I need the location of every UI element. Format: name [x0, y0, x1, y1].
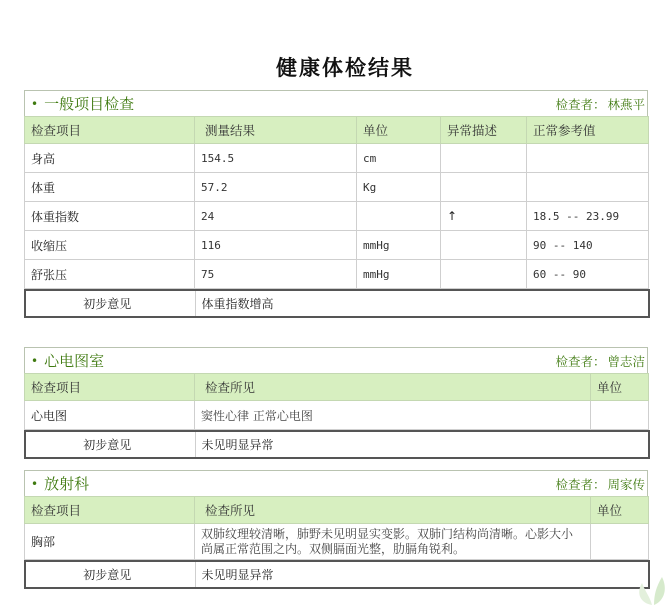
column-header: 检查项目: [25, 117, 195, 144]
table-header-row: [25, 117, 649, 144]
opinion-row: [25, 431, 649, 458]
column-header: 检查所见: [195, 374, 591, 401]
unit-cell: [591, 524, 649, 560]
column-header: 单位: [591, 374, 649, 401]
result-cell: 154.5: [195, 144, 357, 173]
reference-cell: 90 -- 140: [527, 231, 649, 260]
abnormal-cell: [441, 260, 527, 289]
item-cell: 胸部: [25, 524, 195, 560]
item-cell: 体重: [25, 173, 195, 202]
bullet-dot-icon: •: [31, 353, 39, 368]
general-exam-table: [24, 116, 649, 289]
opinion-table: [24, 289, 650, 318]
inspector: 检查者： 周家传: [555, 476, 645, 492]
section-header: [24, 347, 648, 373]
opinion-table: [24, 560, 650, 589]
item-cell: 体重指数: [25, 202, 195, 231]
inspector: 检查者： 曾志洁: [555, 353, 645, 369]
result-cell: 57.2: [195, 173, 357, 202]
reference-cell: [527, 144, 649, 173]
item-cell: 身高: [25, 144, 195, 173]
result-cell: 116: [195, 231, 357, 260]
table-row: [25, 231, 649, 260]
column-header: 检查项目: [25, 497, 195, 524]
unit-cell: Kg: [357, 173, 441, 202]
unit-cell: mmHg: [357, 260, 441, 289]
finding-cell: 双肺纹理较清晰，肺野未见明显实变影。双肺门结构尚清晰。心影大小尚属正常范围之内。双侧膈面光整，肋膈角锐利。: [195, 524, 591, 560]
table-row: [25, 173, 649, 202]
section-header: [24, 90, 648, 116]
opinion-text: 未见明显异常: [195, 431, 649, 458]
result-cell: 24: [195, 202, 357, 231]
radiology-section: [24, 470, 648, 589]
table-header-row: [25, 497, 649, 524]
section-header: [24, 470, 648, 496]
unit-cell: mmHg: [357, 231, 441, 260]
inspector-name: 林燕平: [607, 96, 645, 112]
radiology-table: [24, 496, 649, 560]
item-cell: 舒张压: [25, 260, 195, 289]
opinion-label: 初步意见: [25, 290, 195, 317]
item-cell: 收缩压: [25, 231, 195, 260]
finding-cell: 窦性心律 正常心电图: [195, 401, 591, 430]
section-title: 心电图室: [44, 352, 105, 370]
result-cell: 75: [195, 260, 357, 289]
inspector-name: 曾志洁: [607, 353, 645, 369]
column-header: 单位: [591, 497, 649, 524]
opinion-text: 未见明显异常: [195, 561, 649, 588]
unit-cell: [591, 401, 649, 430]
inspector: 检查者： 林燕平: [555, 96, 645, 112]
table-row: [25, 144, 649, 173]
table-row: [25, 260, 649, 289]
ecg-table: [24, 373, 649, 430]
column-header: 检查所见: [195, 497, 591, 524]
table-header-row: [25, 374, 649, 401]
abnormal-cell: ↑: [441, 202, 527, 231]
opinion-text: 体重指数增高: [195, 290, 649, 317]
column-header: 异常描述: [441, 117, 527, 144]
abnormal-cell: [441, 231, 527, 260]
ecg-section: [24, 347, 648, 459]
item-cell: 心电图: [25, 401, 195, 430]
section-title: 放射科: [44, 475, 90, 493]
bullet-dot-icon: •: [31, 96, 39, 111]
opinion-label: 初步意见: [25, 431, 195, 458]
abnormal-cell: [441, 173, 527, 202]
column-header: 正常参考值: [527, 117, 649, 144]
table-row: [25, 524, 649, 560]
opinion-row: [25, 290, 649, 317]
reference-cell: 60 -- 90: [527, 260, 649, 289]
leaf-logo-icon: [630, 573, 670, 607]
general-exam-section: [24, 90, 648, 318]
unit-cell: cm: [357, 144, 441, 173]
inspector-name: 周家传: [607, 476, 645, 492]
page-title: 健康体检结果: [276, 56, 414, 80]
table-row: [25, 202, 649, 231]
bullet-dot-icon: •: [31, 476, 39, 491]
column-header: 测量结果: [195, 117, 357, 144]
section-title: 一般项目检查: [44, 95, 135, 113]
reference-cell: 18.5 -- 23.99: [527, 202, 649, 231]
opinion-row: [25, 561, 649, 588]
opinion-table: [24, 430, 650, 459]
column-header: 单位: [357, 117, 441, 144]
abnormal-cell: [441, 144, 527, 173]
column-header: 检查项目: [25, 374, 195, 401]
table-row: [25, 401, 649, 430]
reference-cell: [527, 173, 649, 202]
opinion-label: 初步意见: [25, 561, 195, 588]
unit-cell: [357, 202, 441, 231]
